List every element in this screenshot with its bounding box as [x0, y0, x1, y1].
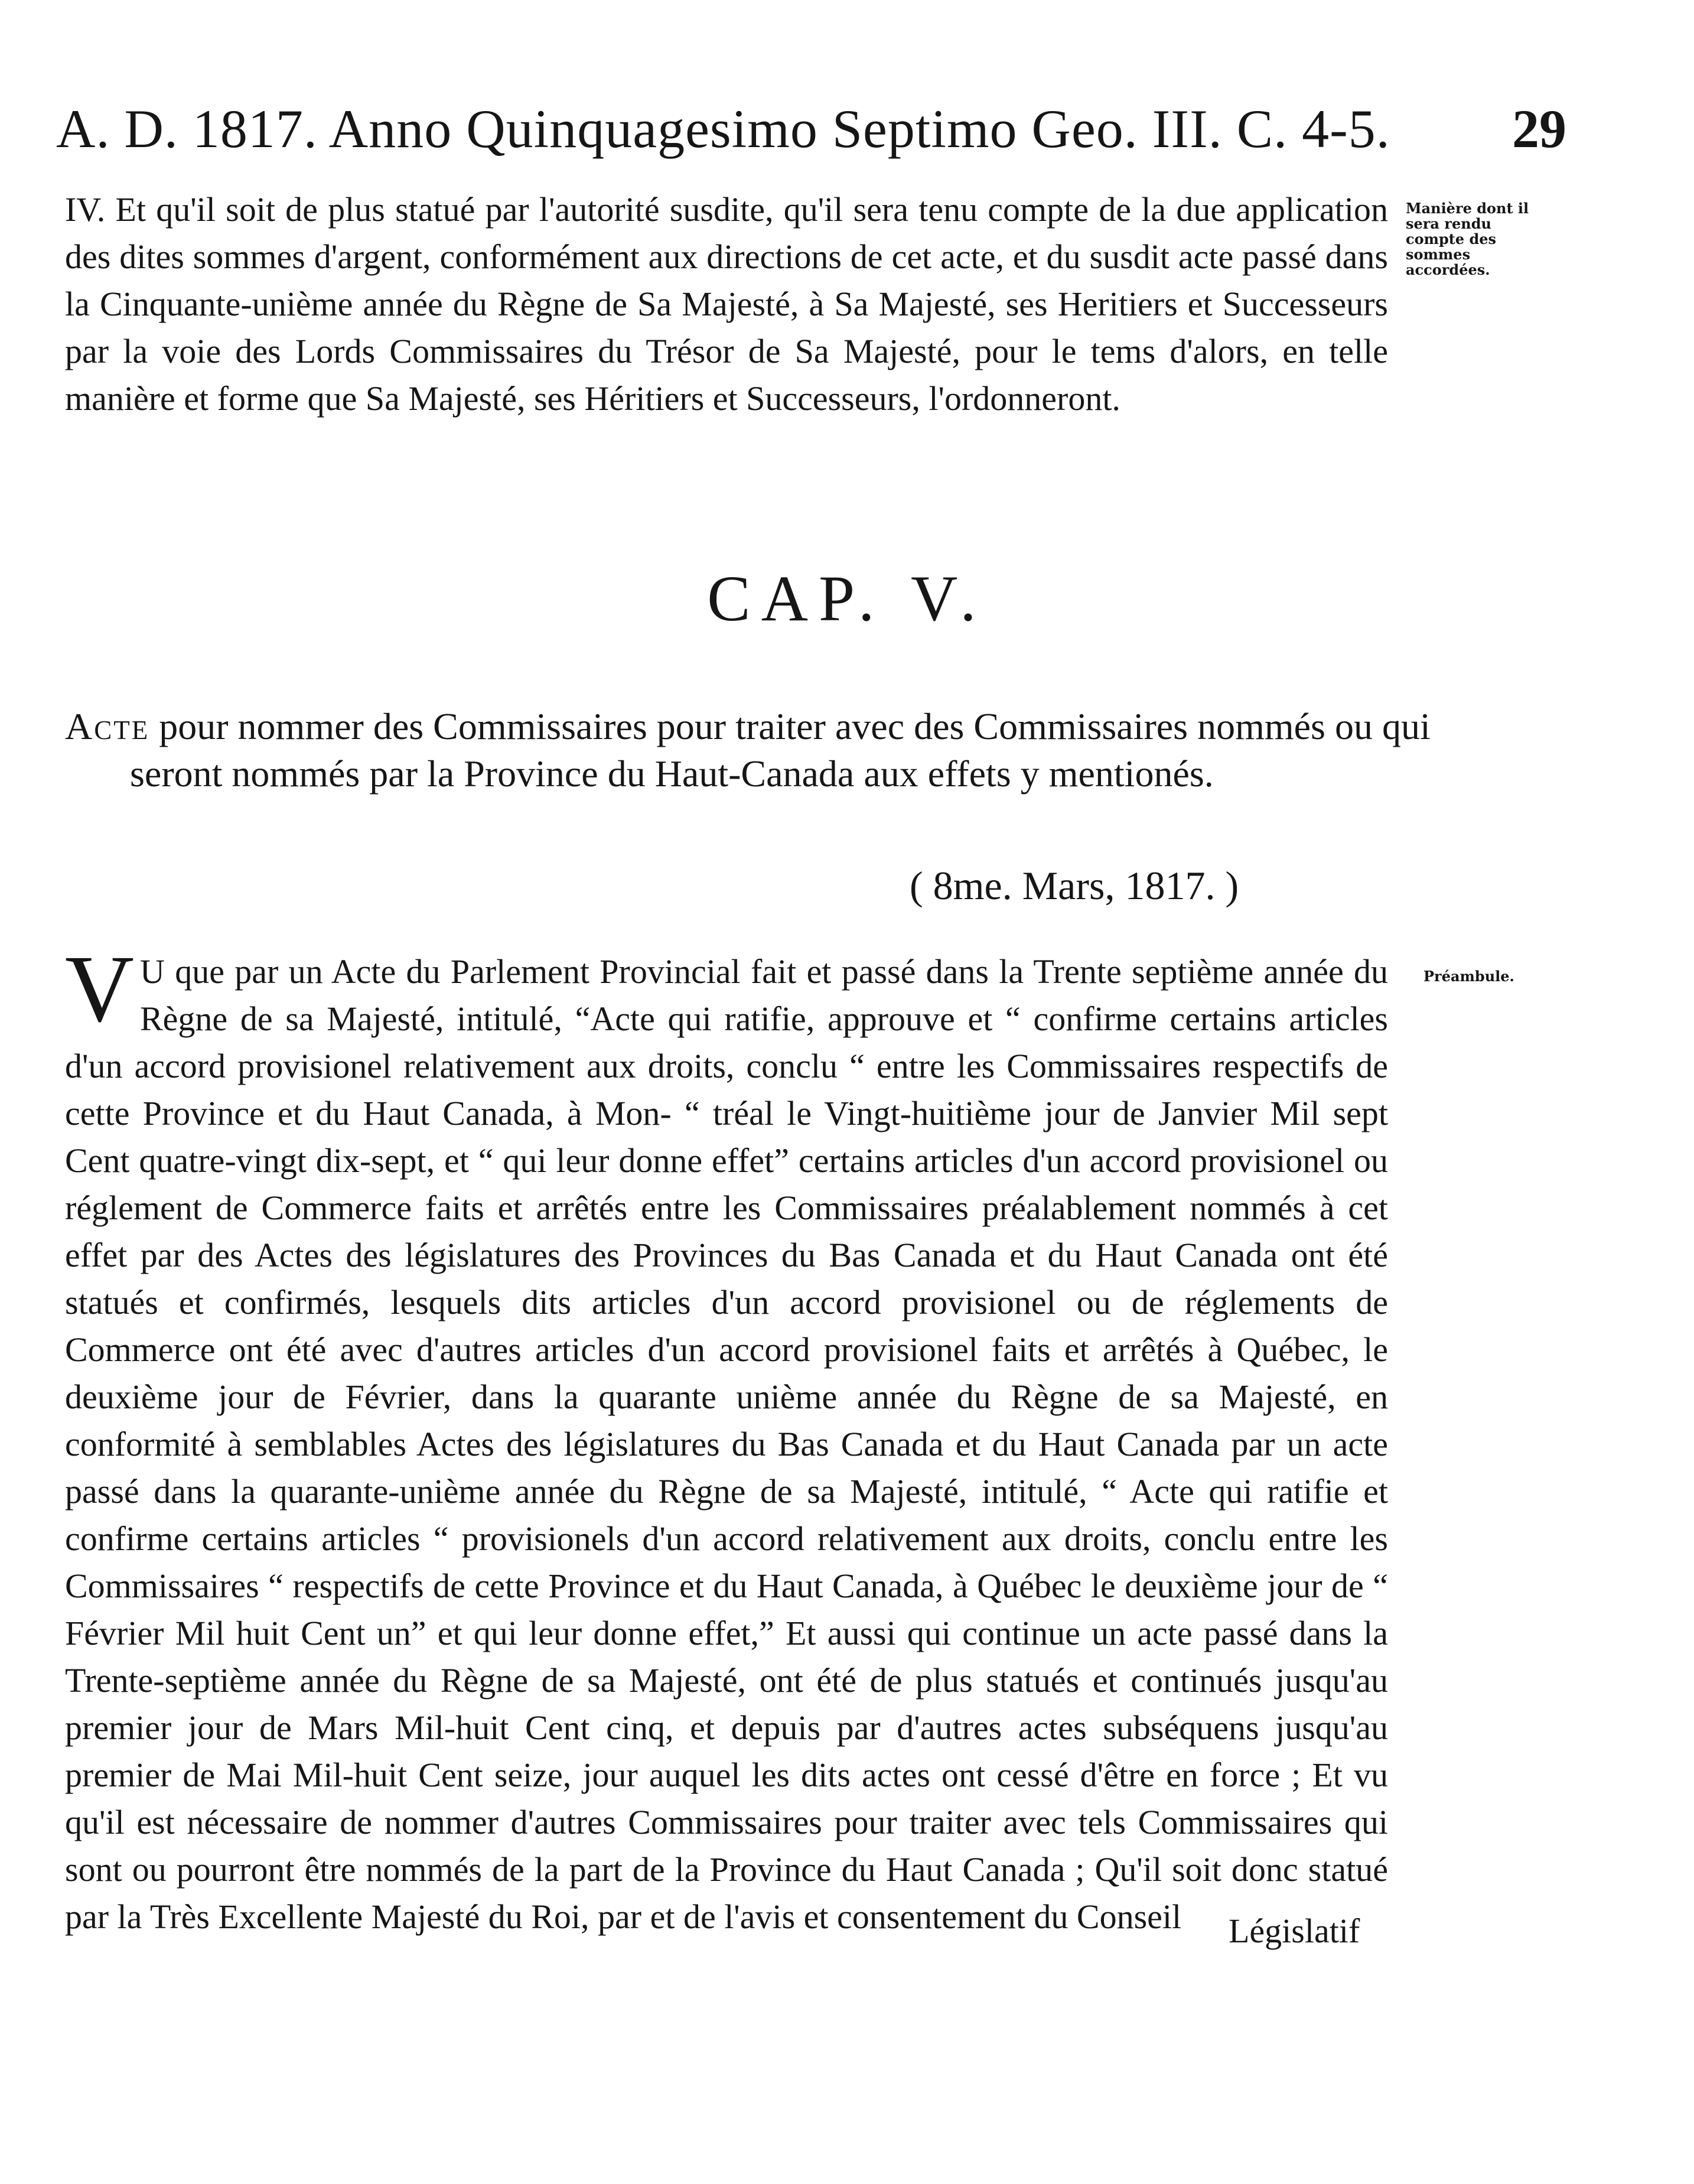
- act-date: ( 8me. Mars, 1817. ): [910, 863, 1239, 908]
- catchword: Législatif: [1229, 1912, 1360, 1950]
- act-title-text: pour nommer des Commissaires pour traiter avec des Commissaires nommés ou qui seront nommés par la Province du Haut-Canada aux effets y mentionés.: [130, 705, 1431, 795]
- preamble-text: U que par un Acte du Parlement Provincial fait et passé dans la Trente septième année du Règne de sa Majesté, intitulé, “Acte qui ratifie, approuve et “ confirme certains articles d'un accord provisionel relativement aux droits, conclu “ entre les Commissaires respectifs de cette Province et du Haut Canada, à Mon- “ tréal le Vingt-huitième jour de Janvier Mil sept Cent quatre-vingt dix-sept, et “ qui leur donne effet” certains articles d'un accord provisionel ou réglement de Commerce faits et arrêtés entre les Commissaires préalablement nommés à cet effet par des Actes des législatures des Provinces du Bas Canada et du Haut Canada ont été statués et confirmés, lesquels dits articles d'un accord provisionel ou de réglements de Commerce ont été avec d'autres articles d'un accord provisionel faits et arrêtés à Québec, le deuxième jour de Février, dans la quarante unième année du Règne de sa Majesté, en conformité à semblables Actes des législatures du Bas Canada et du Haut Canada par un acte passé dans la quarante-unième année du Règne de sa Majesté, intitulé, “ Acte qui ratifie et confirme certains articles “ provisionels d'un accord relativement aux droits, conclu entre les Commissaires “ respectifs de cette Province et du Haut Canada, à Québec le deuxième jour de “ Février Mil huit Cent un” et qui leur donne effet,” Et aussi qui continue un acte passé dans la Trente-septième année du Règne de sa Majesté, ont été de plus statués et continués jusqu'au premier jour de Mars Mil-huit Cent cinq, et depuis par d'autres actes subséquens jusqu'au premier de Mai Mil-huit Cent seize, jour auquel les dits actes ont cessé d'être en force ; Et vu qu'il est nécessaire de nommer d'autres Commissaires pour traiter avec tels Commissaires qui sont ou pourront être nommés de la part de la Province du Haut Canada ; Qu'il soit donc statué par la Très Excellente Majesté du Roi, par et de l'avis et consentement du Conseil: [65, 952, 1388, 1936]
- margin-note-iv: Manière dont il sera rendu compte des sommes accordées.: [1406, 200, 1529, 278]
- act-title: [65, 703, 1453, 798]
- preamble-paragraph: [65, 936, 1388, 1941]
- margin-note-preamble: Préambule.: [1423, 968, 1514, 985]
- running-header: [56, 97, 1568, 162]
- section-iv-paragraph: IV. Et qu'il soit de plus statué par l'autorité susdite, qu'il sera tenu compte de la due application des dites sommes d'argent, conformément aux directions de cet acte, et du susdit acte passé dans la Cinquante-unième année du Règne de Sa Majesté, à Sa Majesté, ses Heritiers et Successeurs par la voie des Lords Commissaires du Trésor de Sa Majesté, pour le tems d'alors, en telle manière et forme que Sa Majesté, ses Héritiers et Successeurs, l'ordonneront.: [65, 190, 1388, 418]
- running-head-text: A. D. 1817. Anno Quinquagesimo Septimo Geo. III. C. 4-5.: [56, 99, 1390, 159]
- drop-cap: V: [65, 936, 134, 1042]
- page-number: 29: [1512, 99, 1566, 159]
- chapter-heading: CAP. V.: [707, 562, 987, 634]
- act-word: Acte: [65, 705, 150, 747]
